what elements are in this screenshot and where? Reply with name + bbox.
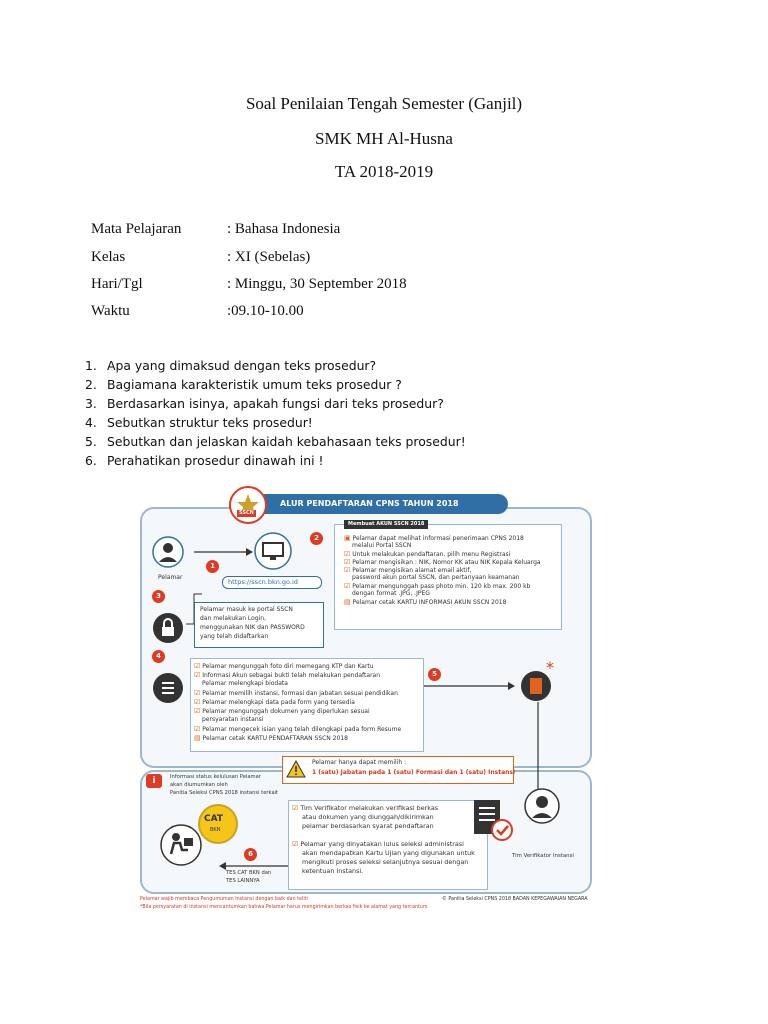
form-list-icon (152, 672, 184, 704)
account-line: password akun portal SSCN, dan pertanyaan keamanan (352, 574, 520, 581)
info-label: Hari/Tgl (91, 276, 143, 292)
info-icon: i (146, 774, 162, 788)
cat-logo-sub: BKN (210, 827, 221, 833)
account-box-title: Membuat AKUN SSCN 2018 (344, 520, 428, 529)
choice-rule: 1 (satu) Jabatan pada 1 (satu) Formasi dan 1 (satu) Instansi (312, 769, 516, 776)
status-line: Informasi status kelulusan Pelamar (170, 774, 261, 780)
applicant-icon (152, 536, 184, 568)
registration-line: ☑ Informasi Akun sebagai bukti telah melakukan pendaftaran (194, 671, 381, 679)
info-label: Kelas (91, 249, 126, 265)
info-row-class (91, 249, 310, 266)
question-number: 3. (85, 396, 97, 411)
verification-line: ☑ Pelamar yang dinyatakan lulus seleksi administrasi (292, 840, 464, 848)
question-text: Sebutkan dan jelaskan kaidah kebahasaan teks prosedur! (107, 434, 466, 449)
step-number: 5 (428, 668, 441, 681)
choice-title: Pelamar hanya dapat memilih : (312, 759, 407, 766)
verification-line: ☑ Tim Verifikator melakukan verifikasi berkas (292, 804, 439, 812)
question-text: Perahatikan prosedur dinawah ini ! (107, 453, 324, 468)
question-item (85, 432, 466, 451)
info-value: : Minggu, 30 September 2018 (227, 276, 407, 292)
registration-line: ☑ Pelamar mengunggah dokumen yang diperlukan sesuai (194, 707, 370, 715)
applicant-label: Pelamar (158, 574, 183, 581)
login-line: dan melakukan Login, (200, 615, 267, 622)
account-line: ▤ Pelamar cetak KARTU INFORMASI AKUN SSCN 2018 (344, 598, 507, 606)
question-text: Bagiamana karakteristik umum teks prosedur ? (107, 377, 402, 392)
status-line: Panitia Seleksi CPNS 2018 instansi terkait (170, 790, 279, 796)
computer-icon (254, 532, 292, 570)
step-number: 2 (310, 532, 323, 545)
footer-copyright: © Panitia Seleksi CPNS 2018 BADAN KEPEGAWAIAN NEGARA (442, 897, 588, 902)
registration-line: ☑ Pelamar melengkapi data pada form yang tersedia (194, 698, 355, 706)
account-line: ☑ Pelamar mengunggah pass photo min. 120 kb max. 200 kb (344, 582, 531, 590)
verification-line: mengikuti proses seleksi selanjutnya sesuai dengan (302, 858, 469, 866)
checklist-icon (470, 796, 516, 844)
sscn-logo-text: SSCN (239, 510, 254, 516)
account-line: ☑ Untuk melakukan pendaftaran, pilih menu Registrasi (344, 550, 511, 558)
question-number: 4. (85, 415, 97, 430)
infographic-title: ALUR PENDAFTARAN CPNS TAHUN 2018 (280, 499, 459, 508)
verifier-icon (524, 788, 560, 824)
document-title: Soal Penilaian Tengah Semester (Ganjil) (245, 94, 523, 113)
verification-line: pelamar berdasarkan syarat pendaftaran (302, 822, 434, 830)
registration-line: ☑ Pelamar mengunggah foto diri memegang KTP dan Kartu (194, 662, 374, 670)
cat-logo (198, 804, 238, 844)
question-number: 6. (85, 453, 97, 468)
registration-flow-infographic (134, 484, 594, 924)
cat-logo-text: CAT (204, 814, 224, 824)
question-number: 5. (85, 434, 97, 449)
info-value: :09.10-10.00 (227, 303, 304, 319)
lock-icon (152, 612, 184, 644)
arrow-left-icon (218, 860, 288, 872)
login-line: Pelamar masuk ke portal SSCN (200, 606, 293, 613)
step-number: 1 (206, 560, 219, 573)
registration-line: Pelamar melengkapi biodata (202, 680, 288, 687)
login-line: menggunakan NIK dan PASSWORD (200, 624, 305, 631)
info-value: : XI (Sebelas) (227, 249, 311, 265)
question-number: 1. (85, 358, 97, 373)
info-row-time (91, 303, 304, 320)
question-list (85, 356, 466, 470)
registration-line: persyaratan instansi (202, 716, 264, 723)
arrow-right-icon (424, 680, 516, 692)
step-number: 6 (244, 848, 257, 861)
asterisk-mark: * (546, 658, 554, 677)
test-line: TES LAINNYA (226, 878, 260, 884)
arrow-down-icon (532, 702, 544, 802)
question-text: Sebutkan struktur teks prosedur! (107, 415, 313, 430)
question-item (85, 356, 466, 375)
school-name: SMK MH Al-Husna (315, 129, 453, 148)
verification-line: ketentuan instansi. (302, 867, 364, 875)
url-text: https://sscn.bkn.go.id (228, 578, 298, 586)
info-row-date (91, 276, 407, 293)
account-line: melalui Portal SSCN (352, 542, 412, 549)
login-line: yang telah didaftarkan (200, 633, 269, 640)
step-number: 3 (152, 590, 165, 603)
info-label: Waktu (91, 303, 130, 319)
arrow-right-icon (194, 546, 254, 558)
warning-icon (286, 760, 306, 778)
registration-line: ▤ Pelamar cetak KARTU PENDAFTARAN SSCN 2018 (194, 734, 348, 742)
step-number: 4 (152, 650, 165, 663)
question-item (85, 451, 466, 470)
test-taker-icon (160, 824, 202, 866)
account-line: dengan format .JPG, .JPEG (352, 590, 430, 597)
footer-note: Pelamar wajib membaca Pengumuman Instansi dengan baik dan teliti (140, 897, 308, 902)
question-number: 2. (85, 377, 97, 392)
question-text: Apa yang dimaksud dengan teks prosedur? (107, 358, 377, 373)
question-item (85, 413, 466, 432)
sscn-logo (229, 486, 267, 524)
info-value: : Bahasa Indonesia (227, 221, 341, 237)
registration-line: ☑ Pelamar mengecek isian yang telah dilengkapi pada form Resume (194, 725, 402, 733)
account-line: ☑ Pelamar mengisikan : NIK, Nomor KK atau NIK Kepala Keluarga (344, 558, 541, 566)
test-line: TES CAT BKN dan (226, 870, 272, 876)
info-label: Mata Pelajaran (91, 221, 182, 237)
account-line: ▣ Pelamar dapat melihat informasi penerimaan CPNS 2018 (344, 534, 524, 542)
footer-note: *Bila persyaratan di instansi mencantumkan bahwa Pelamar harus mengirimkan berkas fisik ke alamat yang tercantum (140, 905, 428, 910)
registration-line: ☑ Pelamar memilih instansi, formasi dan jabatan sesuai pendidikan (194, 689, 398, 697)
verifier-label: Tim Verifikator Instansi (512, 853, 574, 859)
info-row-subject (91, 221, 340, 238)
question-item (85, 394, 466, 413)
verification-line: atau dokumen yang diunggah/dikirimkan (302, 813, 434, 821)
account-line: ☑ Pelamar mengisikan alamat email aktif, (344, 566, 472, 574)
question-text: Berdasarkan isinya, apakah fungsi dari teks prosedur? (107, 396, 444, 411)
question-item (85, 375, 466, 394)
academic-year: TA 2018-2019 (334, 162, 434, 181)
verification-line: akan mendapatkan Kartu Ujian yang digunakan untuk (302, 849, 475, 857)
status-line: akan diumumkan oleh (170, 782, 228, 788)
